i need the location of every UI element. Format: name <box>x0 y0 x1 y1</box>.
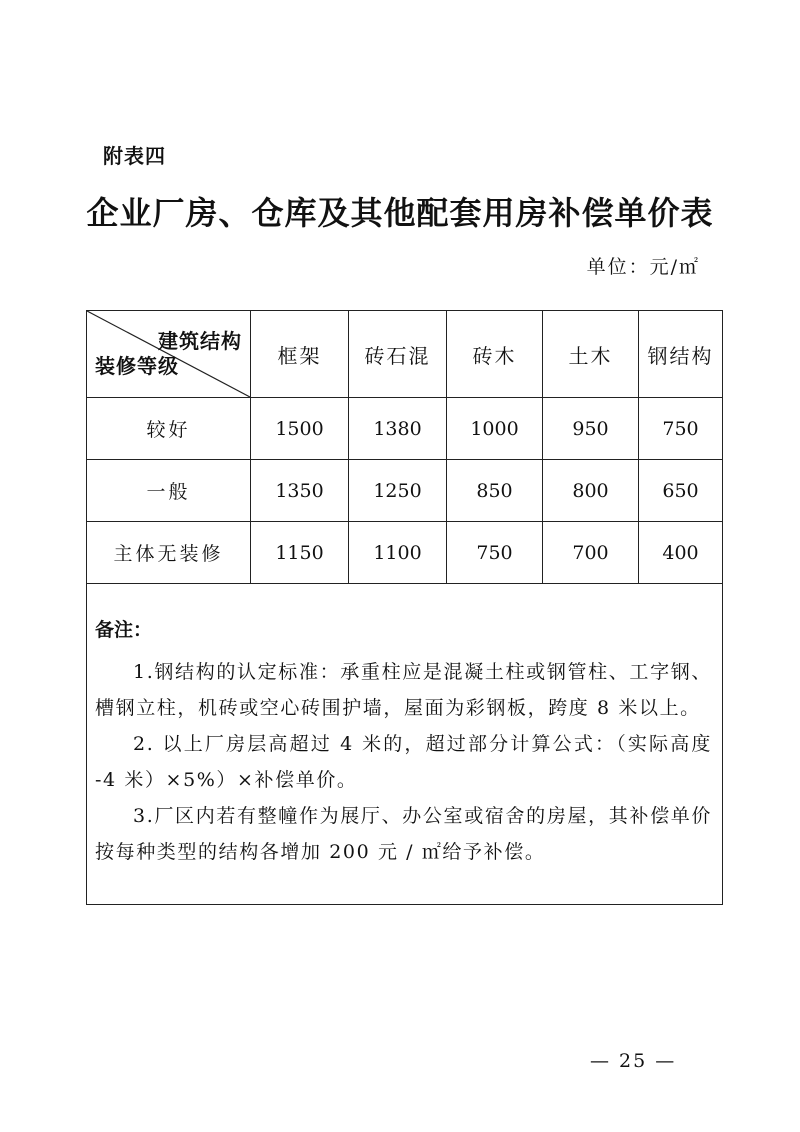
compensation-price-table <box>86 310 723 905</box>
notes-row <box>87 584 723 905</box>
price-cell: 750 <box>639 398 723 460</box>
price-cell: 1250 <box>349 460 447 522</box>
column-header: 钢结构 <box>639 311 723 398</box>
note-item: 2. 以上厂房层高超过 4 米的，超过部分计算公式：（实际高度 -4 米）×5%）×补偿单价。 <box>95 733 712 791</box>
corner-header-cell <box>87 311 251 398</box>
price-cell: 1500 <box>251 398 349 460</box>
table-row <box>87 460 723 522</box>
note-item: 1.钢结构的认定标准：承重柱应是混凝土柱或钢管柱、工字钢、槽钢立柱，机砖或空心砖围护墙，屋面为彩钢板，跨度 8 米以上。 <box>95 661 712 719</box>
unit-label: 单位：元/㎡ <box>586 256 700 278</box>
price-cell: 1100 <box>349 522 447 584</box>
column-header: 砖石混 <box>349 311 447 398</box>
column-header: 砖木 <box>447 311 543 398</box>
table-row <box>87 398 723 460</box>
notes-heading: 备注： <box>95 619 153 641</box>
grade-cell: 较好 <box>87 398 251 460</box>
price-cell: 750 <box>447 522 543 584</box>
price-cell: 1150 <box>251 522 349 584</box>
price-cell: 650 <box>639 460 723 522</box>
page-number: — 25 — <box>590 1050 677 1072</box>
price-cell: 400 <box>639 522 723 584</box>
price-cell: 1350 <box>251 460 349 522</box>
annex-label: 附表四 <box>103 144 166 168</box>
column-header: 土木 <box>543 311 639 398</box>
price-cell: 1000 <box>447 398 543 460</box>
price-cell: 1380 <box>349 398 447 460</box>
price-cell: 800 <box>543 460 639 522</box>
corner-grade-label: 装修等级 <box>95 354 179 378</box>
price-cell: 850 <box>447 460 543 522</box>
table-row <box>87 522 723 584</box>
table-header-row <box>87 311 723 398</box>
grade-cell: 主体无装修 <box>87 522 251 584</box>
grade-cell: 一般 <box>87 460 251 522</box>
document-title: 企业厂房、仓库及其他配套用房补偿单价表 <box>86 194 714 232</box>
notes-cell <box>87 584 723 905</box>
price-cell: 700 <box>543 522 639 584</box>
column-header: 框架 <box>251 311 349 398</box>
price-cell: 950 <box>543 398 639 460</box>
note-item: 3.厂区内若有整幢作为展厅、办公室或宿舍的房屋，其补偿单价按每种类型的结构各增加 200 元 / ㎡给予补偿。 <box>95 805 712 863</box>
corner-structure-label: 建筑结构 <box>158 329 242 353</box>
